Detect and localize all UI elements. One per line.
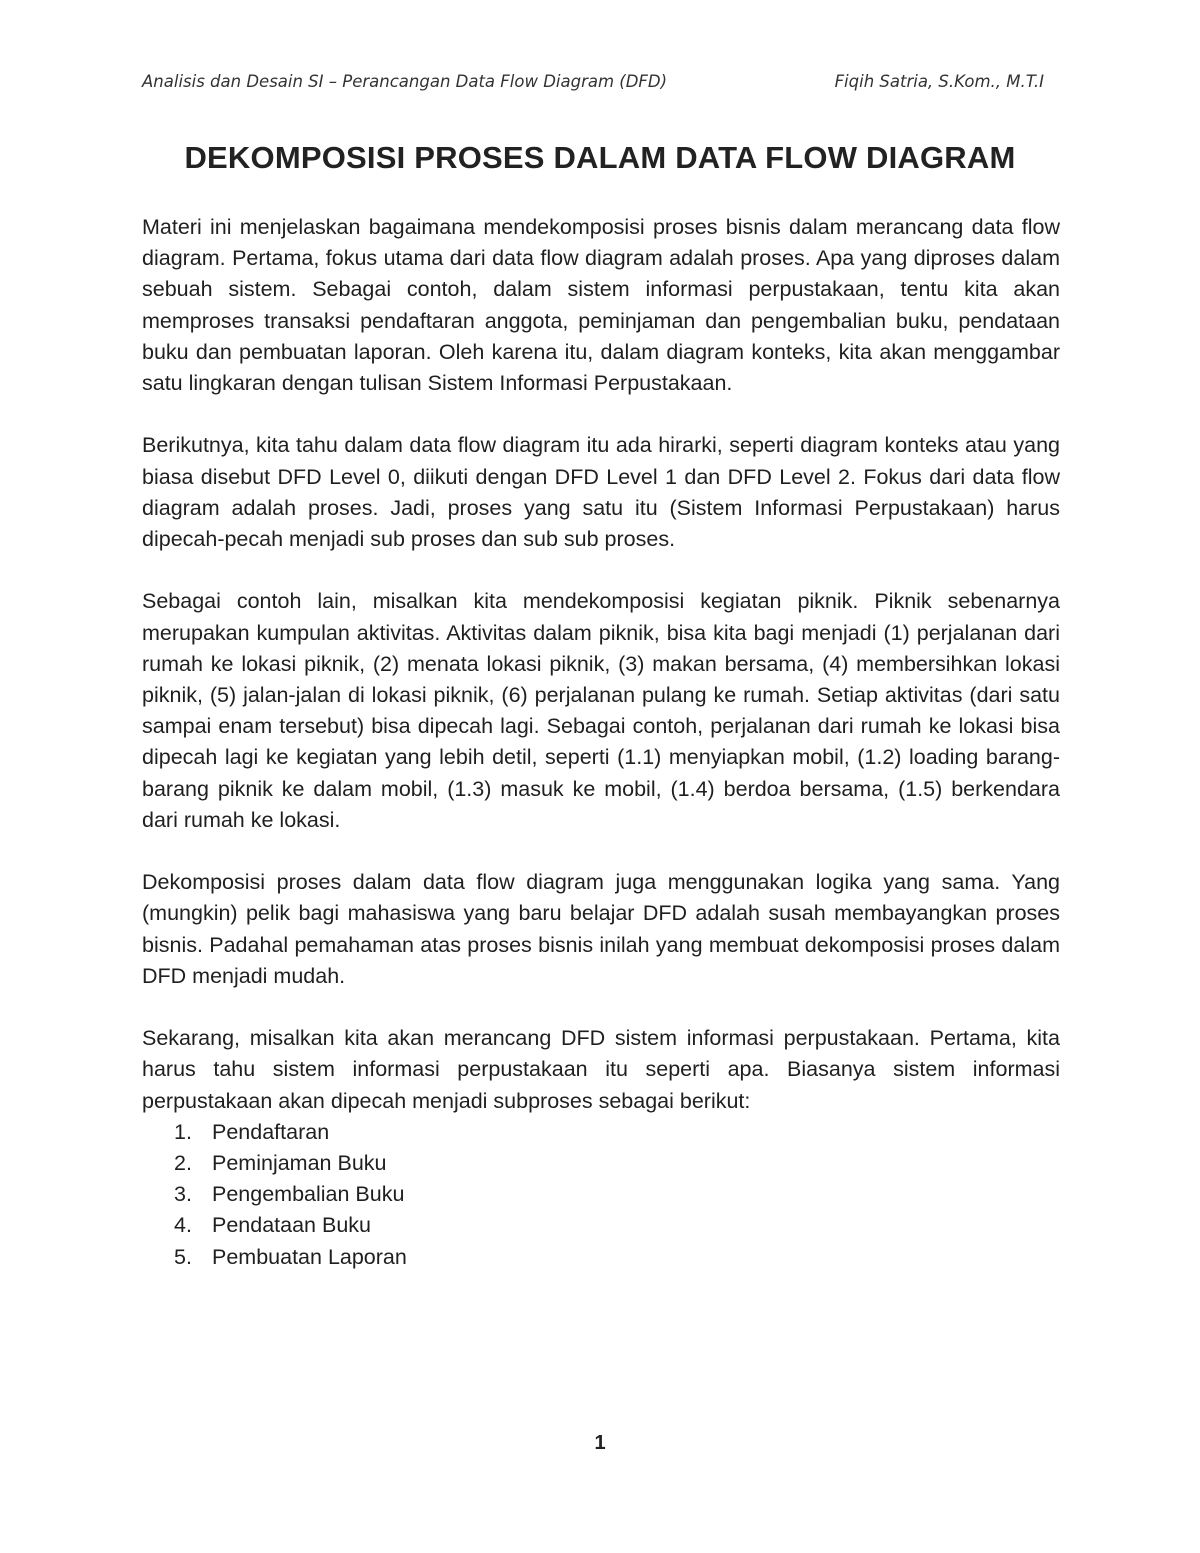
list-item-number: 4. (174, 1213, 192, 1238)
header-author: Fiqih Satria, S.Kom., M.T.I (834, 72, 1044, 91)
list-item-number: 5. (174, 1244, 192, 1269)
paragraph-hierarchy: Berikutnya, kita tahu dalam data flow diagram itu ada hirarki, seperti diagram konteks atau yang biasa disebut DFD Level 0, diikuti dengan DFD Level 1 dan DFD Level 2. Fokus dari data flow diagram adalah proses. Jadi, proses yang satu itu (Sistem Informasi Perpustakaan) harus dipecah-pecah menjadi sub proses dan sub sub proses. (142, 433, 1060, 552)
list-item (174, 1242, 1060, 1273)
list-item (174, 1117, 1060, 1148)
header-document-title: Analisis dan Desain SI – Perancangan Data Flow Diagram (DFD) (142, 72, 668, 91)
list-item-label: Pendataan Buku (212, 1213, 371, 1238)
running-header (142, 72, 1044, 102)
list-item-number: 2. (174, 1151, 192, 1176)
paragraph-picnic-example: Sebagai contoh lain, misalkan kita mendekomposisi kegiatan piknik. Piknik sebenarnya merupakan kumpulan aktivitas. Aktivitas dalam piknik, bisa kita bagi menjadi (1) perjalanan dari rumah ke lokasi piknik, (2) menata lokasi piknik, (3) makan bersama, (4) membersihkan lokasi piknik, (5) jalan-jalan di lokasi piknik, (6) perjalanan pulang ke rumah. Setiap aktivitas (dari satu sampai enam tersebut) bisa dipecah lagi. Sebagai contoh, perjalanan dari rumah ke lokasi bisa dipecah lagi ke kegiatan yang lebih detil, seperti (1.1) menyiapkan mobil, (1.2) loading barang-barang piknik ke dalam mobil, (1.3) masuk ke mobil, (1.4) berdoa bersama, (1.5) berkendara dari rumah ke lokasi. (142, 589, 1060, 832)
page-title: DEKOMPOSISI PROSES DALAM DATA FLOW DIAGRAM (184, 140, 1016, 175)
document-body (142, 212, 1060, 1273)
list-item-label: Pendaftaran (212, 1119, 330, 1144)
list-item-label: Pembuatan Laporan (212, 1244, 407, 1269)
paragraph-logic: Dekomposisi proses dalam data flow diagram juga menggunakan logika yang sama. Yang (mungkin) pelik bagi mahasiswa yang baru belajar DFD adalah susah membayangkan proses bisnis. Padahal pemahaman atas proses bisnis inilah yang membuat dekomposisi proses dalam DFD menjadi mudah. (142, 870, 1060, 988)
list-item (174, 1179, 1060, 1210)
page-number: 1 (594, 1432, 606, 1454)
list-item-label: Pengembalian Buku (212, 1182, 405, 1207)
list-item-number: 1. (174, 1119, 192, 1144)
paragraph-intro: Materi ini menjelaskan bagaimana mendekomposisi proses bisnis dalam merancang data flow diagram. Pertama, fokus utama dari data flow diagram adalah proses. Apa yang diproses dalam sebuah sistem. Sebagai contoh, dalam sistem informasi perpustakaan, tentu kita akan memproses transaksi pendaftaran anggota, peminjaman dan pengembalian buku, pendataan buku dan pembuatan laporan. Oleh karena itu, dalam diagram konteks, kita akan menggambar satu lingkaran dengan tulisan Sistem Informasi Perpustakaan. (142, 215, 1060, 396)
list-item-number: 3. (174, 1182, 192, 1207)
list-item-label: Peminjaman Buku (212, 1151, 387, 1176)
list-item (174, 1210, 1060, 1241)
paragraph-library-system: Sekarang, misalkan kita akan merancang DFD sistem informasi perpustakaan. Pertama, kita harus tahu sistem informasi perpustakaan itu seperti apa. Biasanya sistem informasi perpustakaan akan dipecah menjadi subproses sebagai berikut: (142, 1026, 1060, 1113)
list-item (174, 1148, 1060, 1179)
subprocess-list (142, 1117, 1060, 1273)
